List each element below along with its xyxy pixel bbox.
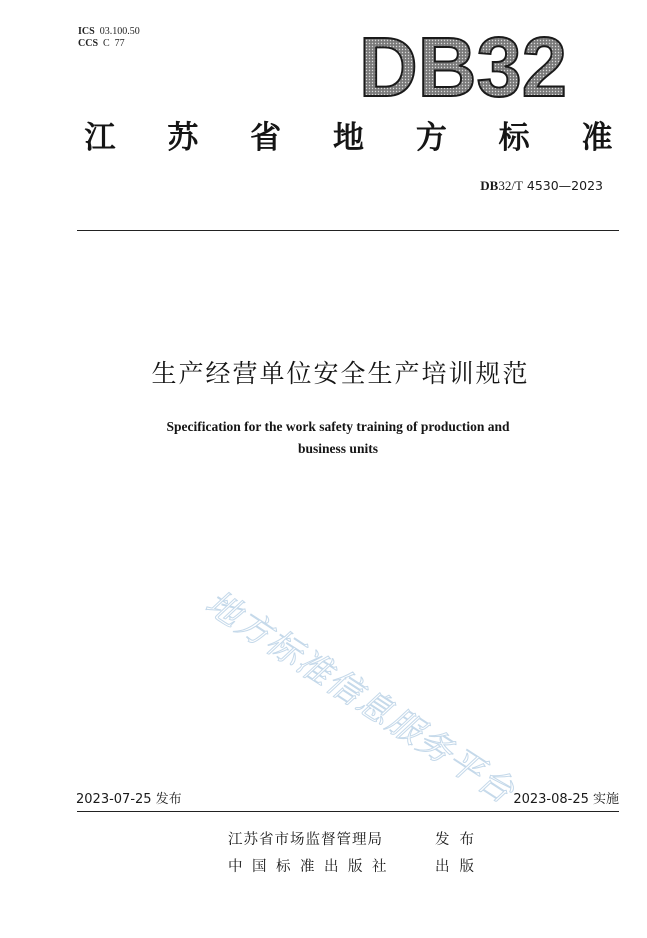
ccs-label: CCS [78,38,99,49]
org-char: 准 [581,120,613,156]
title-chinese: 生产经营单位安全生产培训规范 [151,359,530,388]
release-date: 2023-07-25 发布 [76,792,182,807]
implementation-date: 2023-08-25 实施 [513,792,619,807]
standard-digits: 4530—2023 [522,178,603,193]
standard-prefix: DB [480,178,499,193]
ics-row [78,26,140,38]
press-role: 出版 [435,859,484,875]
watermark: 地方标准信息服务平台 [198,582,523,813]
org-char: 省 [250,120,282,156]
standard-code: 32/T [498,178,523,193]
classification-codes [78,26,140,50]
org-char: 苏 [167,120,199,156]
ics-value: 03.100.50 [99,26,140,37]
title-english-line1: Specification for the work safety training of production and [166,419,510,434]
title-english-line2: business units [298,441,378,456]
press-name: 中国标准出版社 [228,859,396,875]
standard-number [480,177,603,195]
title-english [128,416,548,460]
db32-logo [356,24,571,104]
ccs-value: C 77 [103,38,125,49]
ccs-row [78,38,140,50]
org-char: 方 [415,120,447,156]
bottom-divider [77,811,619,812]
org-char: 地 [332,120,364,156]
issuer-role: 发布 [435,832,484,848]
logo-text: DB32 [359,24,567,104]
org-char: 标 [498,120,530,156]
issuer-name: 江苏省市场监督管理局 [228,832,383,848]
top-divider [77,230,619,231]
ics-label: ICS [78,26,95,37]
org-char: 江 [84,120,116,156]
issuing-org-heading [78,116,619,160]
